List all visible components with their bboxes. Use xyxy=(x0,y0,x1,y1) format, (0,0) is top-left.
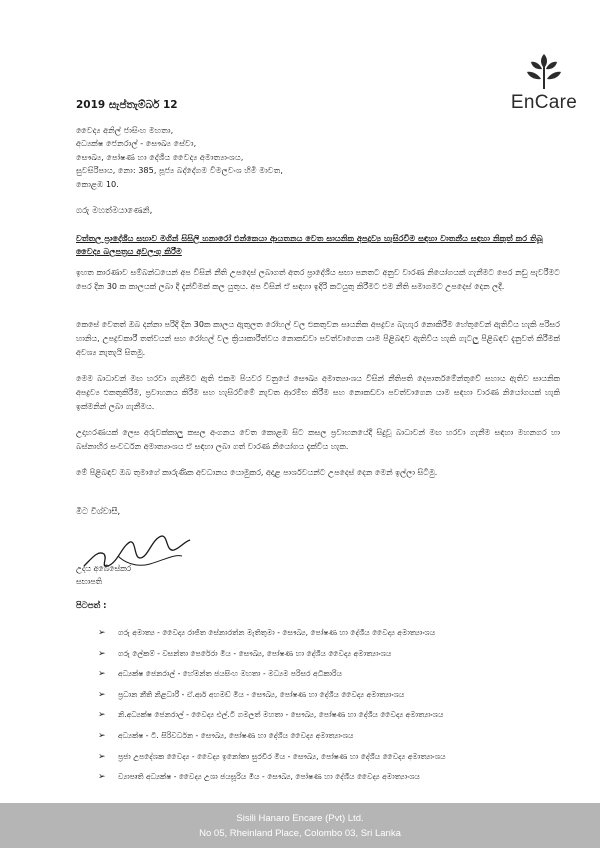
company-logo xyxy=(504,50,584,114)
body-paragraph: මෙම බාධාවන් මඟ හරවා ගැනීමට ඇති එකම පියවර වනුයේ සෞඛ්‍ය අමාත්‍යාංශය විසින් නීතිපති දෙපාර්තමේන්තුවේ සහාය ඇතිව සායනික අපද්‍රව්‍ය එකතුකිරීම, ප්‍රවාහනය කිරීම සහ හැසිරවීමේ නැවත ආරම්භ කිරීම සහ නොකඩවා පවත්වාගෙන යාම සඳහා වාරණ නියෝගයක් හැකි ඉක්මනින් ලබා ගැනීමය. xyxy=(76,374,560,411)
arrow-bullet-icon: ➢ xyxy=(98,751,106,762)
body-paragraph: උදාහරණයක් ලෙස අරුවක්කාලු කසල අංගනය වෙත කොළඹ සිට කසල ප්‍රවාහනයේදී සිදුවූ බාධාවන් මඟ හරවා ගැනීම සඳහා මහනගර හා බස්නාහිර සංවර්ධන අමාත්‍යාංශය ඒ සඳහා ලබා ගත් වාරණ නියෝගය දැක්විය හැක. xyxy=(76,428,560,451)
copy-recipient: ගරු ලේකම් - වසන්තා පෙරේරා මිය - සෞඛ්‍ය, පෝෂණ හා දේශීය වෛද්‍ය අමාත්‍යාංශය xyxy=(118,648,392,658)
recipient-address xyxy=(76,124,283,191)
body-paragraph: කෙසේ වෙතත් ඔබ දන්නා පරිදි දින 30ක කාලය ඇතුලත රෝහල් වල එකතුවන සායනික අපද්‍රව්‍ය බැහැර නොකිරීම හේතුවෙන් ඇතිවිය හැකි පරිසර හානිය, උපද්‍රවකාරී තත්වයන් සහ රෝහල් වල ක්‍රියාකාරීත්වය නොකඩවා පවත්වාගෙන යාම පිළිබඳව ඇතිවිය හැකි ගැටලු පිළිබඳව දැනුවත් කිරීමක් අවශ්‍ය නැතැයි සිතමු. xyxy=(76,320,560,357)
arrow-bullet-icon: ➢ xyxy=(98,710,106,721)
list-item xyxy=(98,709,558,722)
copy-recipient: නි.අධ්‍යක්ෂ ජෙනරාල් - වෛද්‍ය එල්.ටී ගමලත් මහතා - සෞඛ්‍ය, පෝෂණ හා දේශීය වෛද්‍ය අමාත්‍යාංශය xyxy=(118,710,444,720)
arrow-bullet-icon: ➢ xyxy=(98,648,106,659)
signer-block xyxy=(76,562,131,588)
signer-title: සභාපති xyxy=(76,577,102,586)
copy-recipient: ප්‍රජා උපදේශක වෛද්‍ය - වෛද්‍ය ඉනෝකා සුරවීර මිය - සෞඛ්‍ය, පෝෂණ හා දේශීය වෛද්‍ය අමාත්‍යාංශය xyxy=(118,751,446,761)
copy-recipient: ගරු අමාත්‍ය - වෛද්‍ය රාජිත සේනාරත්න මැතිතුමා - සෞඛ්‍ය, පෝෂණ හා දේශීය වෛද්‍ය අමාත්‍යාංශය xyxy=(118,628,436,637)
body-paragraph: ඉහත කාරණාව සම්බන්ධයෙන් අප විසින් නීති උපදෙස් ලබාගත් අතර ප්‍රාදේශීය සභා පනතට අනුව වාරණ නියෝගයක් ගැනීමට පෙර නඩු පැවරීමට පෙර දින 30 ක කාලයක් ලබා දී දැන්වීමක් කල යුතුය. අප විසින් ඒ සඳහා ඉදිරි කටයුතු කිරීමට එම නීති සමාගමට උපදෙස් දෙන ලදී. xyxy=(76,268,560,291)
arrow-bullet-icon: ➢ xyxy=(98,628,106,638)
leaf-plant-icon xyxy=(521,50,567,90)
copies-list xyxy=(98,627,558,792)
arrow-bullet-icon: ➢ xyxy=(98,669,106,680)
copy-recipient: අධ්‍යක්ෂ - ටී. සිරිවර්ධන - සෞඛ්‍ය, පෝෂණ හා දේශීය වෛද්‍ය අමාත්‍යාංශය xyxy=(118,730,354,740)
address-line: කොළඹ 10. xyxy=(76,178,119,189)
copy-recipient: අධ්‍යක්ෂ ජෙනරාල් - හේමන්ත ජයසිංහ මහතා - මධ්‍යම පරිසර අධිකාරිය xyxy=(118,669,343,679)
letter-date: 2019 සැප්තැම්බර් 12 xyxy=(76,99,178,111)
letterhead-footer xyxy=(0,803,600,848)
footer-address: No 05, Rheinland Place, Colombo 03, Sri Lanka xyxy=(199,828,401,839)
closing: මීට විශ්වාසී, xyxy=(76,506,121,516)
body-paragraph: මේ පිළිබඳව ඔබ තුමාගේ කාරුණික අවධානය යොමුකර, අදාළ පාර්ශවයන්ට උපදෙස් දෙන මෙන් ඉල්ලා සිටිමු. xyxy=(76,468,438,477)
logo-brand-name: EnCare xyxy=(510,92,578,113)
copies-label: පිටපත් : xyxy=(76,600,107,610)
salutation: ගරු මහත්මයාණෙනි, xyxy=(76,206,153,216)
list-item xyxy=(98,668,558,681)
address-line: සෞඛ්‍ය, පෝෂණ හා දේශීය වෛද්‍ය අමාත්‍යාංශය, xyxy=(76,151,244,162)
list-item xyxy=(98,648,558,661)
list-item xyxy=(98,771,558,784)
address-line: අධ්‍යක්ෂ ජෙනරාල් - සෞඛ්‍ය සේවා, xyxy=(76,138,197,149)
list-item xyxy=(98,730,558,743)
copy-recipient: ව්‍යාපෘති අධ්‍යක්ෂ - වෛද්‍ය උශා ජයසූරිය මිය - සෞඛ්‍ය, පෝෂණ හා දේශීය වෛද්‍ය අමාත්‍යාංශය xyxy=(118,772,421,782)
list-item xyxy=(98,751,558,764)
address-line: සුවසිරිපාය, නො: 385, පූජ්‍ය බද්දේගම විමලවංශ හිමි මාවත, xyxy=(76,165,283,176)
signer-name: උදය අබේසේකර xyxy=(76,564,132,573)
arrow-bullet-icon: ➢ xyxy=(98,689,106,700)
copy-recipient: ප්‍රධාන නීති නිළධාරී - ඒ.ආර් අහමඩ් මිය - සෞඛ්‍ය, පෝෂණ හා දේශීය වෛද්‍ය අමාත්‍යාංශය xyxy=(118,689,405,699)
list-item xyxy=(98,689,558,702)
arrow-bullet-icon: ➢ xyxy=(98,772,106,783)
arrow-bullet-icon: ➢ xyxy=(98,730,106,741)
list-item xyxy=(98,627,558,640)
footer-company: Sisili Hanaro Encare (Pvt) Ltd. xyxy=(236,813,364,824)
letter-subject: වත්තල ප්‍රාදේශීය සභාව මගින් සිසිලි හනාරෝ එන්කෙයා ආයතනය වෙත සායනික අපද්‍රව්‍ය හැසිරවීම සඳහා වාතනීය සඳහා නිකුත් කර තිබූ වෛද්‍ය බලපත්‍රය අවලංගු කිරීම xyxy=(76,233,543,256)
address-line: වෛද්‍ය අනිල් ජාසිංහ මහතා, xyxy=(76,125,174,135)
